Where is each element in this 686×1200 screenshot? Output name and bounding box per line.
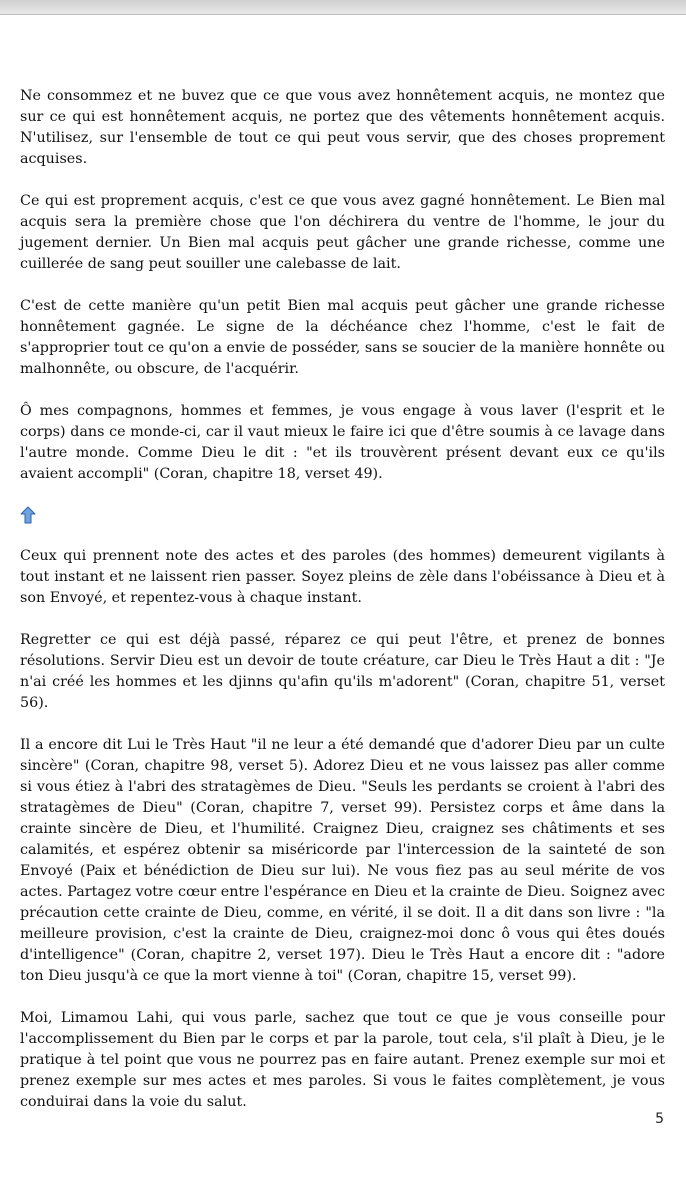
viewer-top-bar <box>0 0 686 15</box>
paragraph: Moi, Limamou Lahi, qui vous parle, sachez que tout ce que je vous conseille pour l'accomplissement du Bien par le corps et par la parole, tout cela, s'il plaît à Dieu, je le pratique à tel point que vous ne pourrez pas en faire autant. Prenez exemple sur moi et prenez exemple sur mes actes et mes paroles. Si vous le faites complètement, je vous conduirai dans la voie du salut. <box>20 1010 665 1110</box>
paragraph: Regretter ce qui est déjà passé, réparez ce qui peut l'être, et prenez de bonnes résolutions. Servir Dieu est un devoir de toute créature, car Dieu le Très Haut a dit : "Je n'ai créé les hommes et les djinns qu'afin qu'ils m'adorent" (Coran, chapitre 51, verset 56). <box>20 632 665 711</box>
paragraph: Il a encore dit Lui le Très Haut "il ne leur a été demandé que d'adorer Dieu par un culte sincère" (Coran, chapitre 98, verset 5). Adorez Dieu et ne vous laissez pas aller comme si vous étiez à l'abri des stratagèmes de Dieu. "Seuls les perdants se croient à l'abri des stratagèmes de Dieu" (Coran, chapitre 7, verset 99). Persistez corps et âme dans la crainte sincère de Dieu, et l'humilité. Craignez Dieu, craignez ses châtiments et ses calamités, et espérez obtenir sa miséricorde par l'intercession de la sainteté de son Envoyé (Paix et bénédiction de Dieu sur lui). Ne vous fiez pas au seul mérite de vos actes. Partagez votre cœur entre l'espérance en Dieu et la crainte de Dieu. Soignez avec précaution cette crainte de Dieu, comme, en vérité, il se doit. Il a dit dans son livre : "la meilleure provision, c'est la crainte de Dieu, craignez-moi donc ô vous qui êtes doués d'intelligence" (Coran, chapitre 2, verset 197). Dieu le Très Haut a encore dit : "adore ton Dieu jusqu'à ce que la mort vienne à toi" (Coran, chapitre 15, verset 99). <box>20 737 665 984</box>
page-number: 5 <box>655 1111 664 1127</box>
paragraph: C'est de cette manière qu'un petit Bien mal acquis peut gâcher une grande richesse honnêtement gagnée. Le signe de la déchéance chez l'homme, c'est le fait de s'approprier tout ce qu'on a envie de posséder, sans se soucier de la manière honnête ou malhonnête, ou obscure, de l'acquérir. <box>20 298 665 377</box>
paragraph: Ce qui est proprement acquis, c'est ce que vous avez gagné honnêtement. Le Bien mal acquis sera la première chose que l'on déchirera du ventre de l'homme, le jour du jugement dernier. Un Bien mal acquis peut gâcher une grande richesse, comme une cuillerée de sang peut souiller une calebasse de lait. <box>20 193 665 272</box>
paragraph: Ceux qui prennent note des actes et des paroles (des hommes) demeurent vigilants à tout instant et ne laissent rien passer. Soyez pleins de zèle dans l'obéissance à Dieu et à son Envoyé, et repentez-vous à chaque instant. <box>20 548 665 606</box>
paragraph: Ne consommez et ne buvez que ce que vous avez honnêtement acquis, ne montez que sur ce qui est honnêtement acquis, ne portez que des vêtements honnêtement acquis. N'utilisez, sur l'ensemble de tout ce qui peut vous servir, que des choses proprement acquises. <box>20 88 665 167</box>
up-arrow-icon[interactable] <box>20 506 36 524</box>
paragraph: Ô mes compagnons, hommes et femmes, je vous engage à vous laver (l'esprit et le corps) dans ce monde-ci, car il vaut mieux le faire ici que d'être soumis à ce lavage dans l'autre monde. Comme Dieu le dit : "et ils trouvèrent présent devant eux ce qu'ils avaient accompli" (Coran, chapitre 18, verset 49). <box>20 403 665 482</box>
document-page <box>20 86 665 1134</box>
